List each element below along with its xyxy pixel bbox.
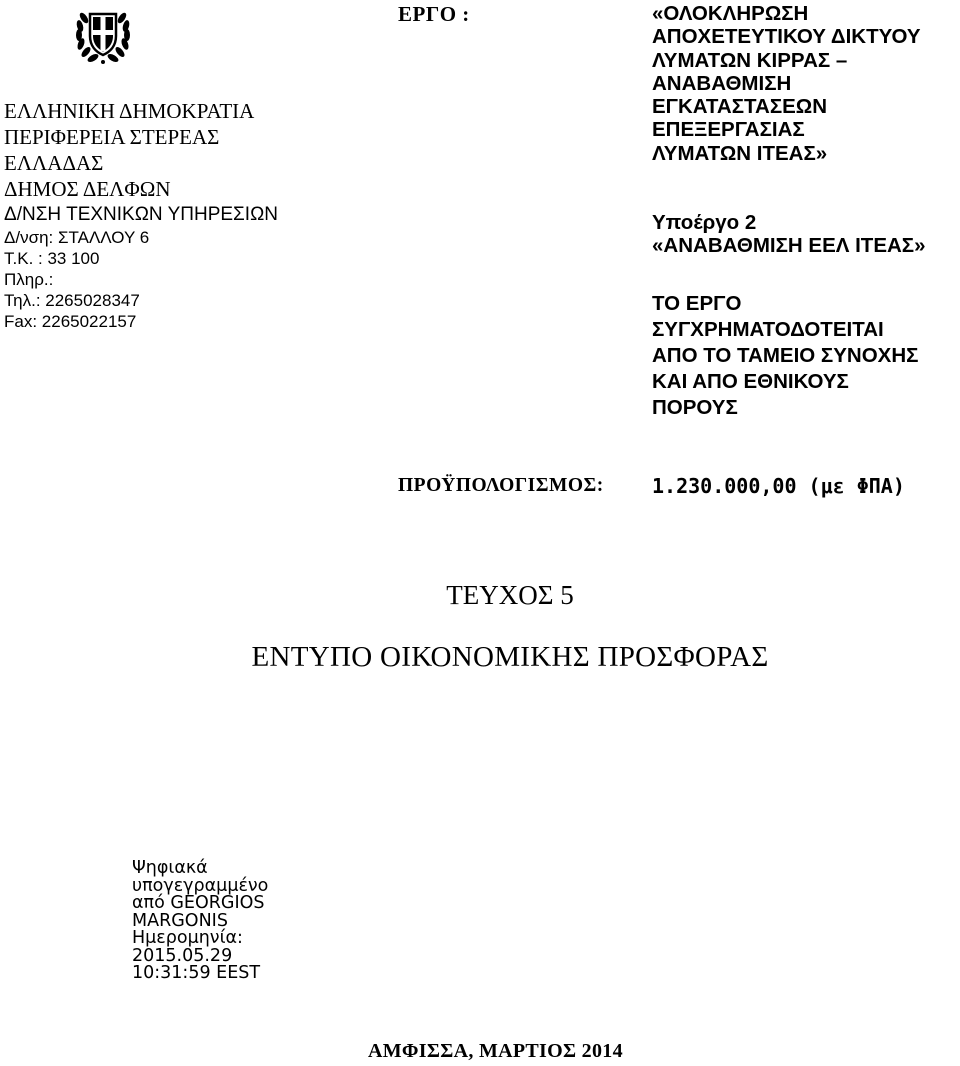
project-title-line: ΛΥΜΑΤΩΝ ΙΤΕΑΣ» — [652, 141, 828, 165]
signature-line: από GEORGIOS — [132, 893, 265, 913]
issuing-authority-block — [4, 98, 324, 332]
volume-title: ΤΕΥΧΟΣ 5 — [446, 580, 574, 610]
contact-line: Fax: 2265022157 — [4, 312, 137, 331]
funding-line: ΣΥΓΧΡΗΜΑΤΟΔΟΤΕΙΤΑΙ — [652, 318, 884, 341]
contact-line: Τηλ.: 2265028347 — [4, 291, 140, 310]
funding-line: ΑΠΟ ΤΟ ΤΑΜΕΙΟ ΣΥΝΟΧΗΣ — [652, 344, 919, 367]
authority-line: ΔΗΜΟΣ ΔΕΛΦΩΝ — [4, 177, 171, 201]
digital-signature — [132, 860, 332, 983]
project-title-line: «ΟΛΟΚΛΗΡΩΣΗ — [652, 2, 809, 25]
contact-line: Πληρ.: — [4, 270, 54, 289]
project-title-line: ΑΠΟΧΕΤΕΥΤΙΚΟΥ ΔΙΚΤΥΟΥ — [652, 25, 921, 49]
project-label: ΕΡΓΟ : — [398, 2, 470, 26]
signature-line: υπογεγραμμένο — [132, 875, 269, 896]
authority-line: Δ/ΝΣΗ ΤΕΧΝΙΚΩΝ ΥΠΗΡΕΣΙΩΝ — [4, 204, 278, 225]
subproject-line: «ΑΝΑΒΑΘΜΙΣΗ ΕΕΛ ΙΤΕΑΣ» — [652, 234, 926, 257]
subproject-line: Υποέργο 2 — [652, 211, 757, 234]
funding-line: ΠΟΡΟΥΣ — [652, 396, 738, 419]
project-title-line: ΕΠΕΞΕΡΓΑΣΙΑΣ — [652, 118, 805, 142]
signature-line: Ημερομηνία: — [132, 928, 243, 948]
authority-line: ΕΛΛΑΔΑΣ — [4, 151, 104, 175]
place-date-footer: ΑΜΦΙΣΣΑ, ΜΑΡΤΙΟΣ 2014 — [368, 1040, 623, 1062]
subproject-title — [652, 211, 960, 257]
budget-label: ΠΡΟΫΠΟΛΟΓΙΣΜΟΣ: — [398, 475, 604, 496]
authority-line: ΕΛΛΗΝΙΚΗ ΔΗΜΟΚΡΑΤΙΑ — [4, 99, 255, 123]
project-title-line: ΑΝΑΒΑΘΜΙΣΗ — [652, 71, 792, 95]
authority-line: ΠΕΡΙΦΕΡΕΙΑ ΣΤΕΡΕΑΣ — [4, 125, 220, 149]
greek-coat-of-arms-icon — [72, 4, 134, 66]
funding-statement — [652, 291, 960, 421]
budget-value: 1.230.000,00 (με ΦΠΑ) — [652, 474, 905, 498]
signature-line: Ψηφιακά — [132, 858, 208, 878]
signature-line: 10:31:59 EEST — [132, 963, 261, 983]
form-title: ΕΝΤΥΠΟ ΟΙΚΟΝΟΜΙΚΗΣ ΠΡΟΣΦΟΡΑΣ — [251, 641, 769, 673]
funding-line: ΚΑΙ ΑΠΟ ΕΘΝΙΚΟΥΣ — [652, 370, 849, 393]
signature-line: 2015.05.29 — [132, 945, 233, 966]
contact-line: Τ.Κ. : 33 100 — [4, 249, 100, 268]
project-title-line: ΕΓΚΑΤΑΣΤΑΣΕΩΝ — [652, 95, 828, 119]
contact-line: Δ/νση: ΣΤΑΛΛΟΥ 6 — [4, 228, 150, 247]
funding-line: ΤΟ ΕΡΓΟ — [652, 292, 742, 315]
signature-line: MARGONIS — [132, 910, 228, 931]
project-title — [652, 2, 960, 165]
project-title-line: ΛΥΜΑΤΩΝ ΚΙΡΡΑΣ – — [652, 48, 848, 72]
